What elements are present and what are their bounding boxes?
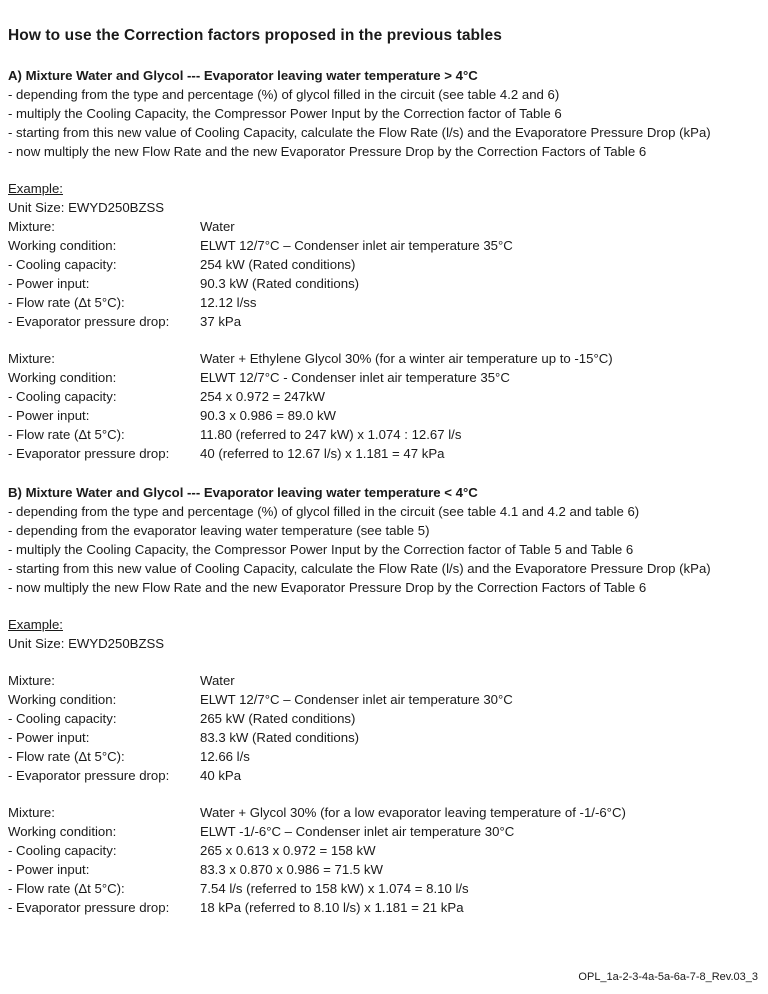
section-a-heading: A) Mixture Water and Glycol --- Evaporator leaving water temperature > 4°C bbox=[8, 68, 478, 83]
row-value: 40 kPa bbox=[200, 768, 242, 783]
row-label: - Cooling capacity: bbox=[8, 389, 117, 404]
row-value: 12.12 l/ss bbox=[200, 295, 257, 310]
row-label: Working condition: bbox=[8, 824, 117, 839]
row-label: Mixture: bbox=[8, 351, 55, 366]
table-row bbox=[8, 841, 760, 860]
row-label: - Cooling capacity: bbox=[8, 257, 117, 272]
row-label: - Flow rate (Δt 5°C): bbox=[8, 881, 125, 896]
row-value: 83.3 kW (Rated conditions) bbox=[200, 730, 360, 745]
table-row bbox=[8, 312, 760, 331]
section-b-step: - multiply the Cooling Capacity, the Compressor Power Input by the Correction factor of Table 5 and Table 6 bbox=[8, 542, 634, 557]
table-row bbox=[8, 747, 760, 766]
row-value: 7.54 l/s (referred to 158 kW) x 1.074 = 8.10 l/s bbox=[200, 881, 469, 896]
row-label: - Evaporator pressure drop: bbox=[8, 768, 170, 783]
row-label: Mixture: bbox=[8, 805, 55, 820]
row-value: 254 x 0.972 = 247kW bbox=[200, 389, 325, 404]
section-b-step: - depending from the evaporator leaving water temperature (see table 5) bbox=[8, 523, 430, 538]
table-row bbox=[8, 671, 760, 690]
table-row bbox=[8, 293, 760, 312]
table-row bbox=[8, 255, 760, 274]
section-b-step: - now multiply the new Flow Rate and the new Evaporator Pressure Drop by the Correction Factors of Table 6 bbox=[8, 580, 647, 595]
table-row bbox=[8, 387, 760, 406]
table-row bbox=[8, 690, 760, 709]
table-row bbox=[8, 274, 760, 293]
section-a bbox=[8, 66, 760, 463]
row-label: - Flow rate (Δt 5°C): bbox=[8, 427, 125, 442]
row-value: 265 kW (Rated conditions) bbox=[200, 711, 356, 726]
table-row bbox=[8, 444, 760, 463]
table-row bbox=[8, 368, 760, 387]
row-value: 11.80 (referred to 247 kW) x 1.074 : 12.67 l/s bbox=[200, 427, 462, 442]
table-row bbox=[8, 728, 760, 747]
row-value: 90.3 x 0.986 = 89.0 kW bbox=[200, 408, 336, 423]
section-a-water-table bbox=[8, 217, 760, 331]
table-row bbox=[8, 898, 760, 917]
row-value: 40 (referred to 12.67 l/s) x 1.181 = 47 kPa bbox=[200, 446, 445, 461]
section-b bbox=[8, 483, 760, 917]
section-b-water-table bbox=[8, 671, 760, 785]
section-b-unit-size: Unit Size: EWYD250BZSS bbox=[8, 636, 165, 651]
row-value: 265 x 0.613 x 0.972 = 158 kW bbox=[200, 843, 376, 858]
row-label: Mixture: bbox=[8, 219, 55, 234]
row-value: Water + Glycol 30% (for a low evaporator leaving temperature of -1/-6°C) bbox=[200, 805, 626, 820]
row-value: 12.66 l/s bbox=[200, 749, 250, 764]
table-row bbox=[8, 803, 760, 822]
row-label: - Evaporator pressure drop: bbox=[8, 900, 170, 915]
row-value: Water bbox=[200, 219, 235, 234]
table-row bbox=[8, 709, 760, 728]
row-label: - Power input: bbox=[8, 862, 90, 877]
row-label: - Flow rate (Δt 5°C): bbox=[8, 749, 125, 764]
section-b-step: - starting from this new value of Cooling Capacity, calculate the Flow Rate (l/s) and the Evaporatore Pressure Drop (kPa) bbox=[8, 561, 711, 576]
row-label: - Power input: bbox=[8, 276, 90, 291]
document-reference-code: OPL_1a-2-3-4a-5a-6a-7-8_Rev.03_3 bbox=[578, 971, 758, 983]
row-value: 83.3 x 0.870 x 0.986 = 71.5 kW bbox=[200, 862, 383, 877]
table-row bbox=[8, 766, 760, 785]
row-value: Water bbox=[200, 673, 235, 688]
table-row bbox=[8, 425, 760, 444]
section-b-example-label: Example: bbox=[8, 617, 63, 632]
table-row bbox=[8, 822, 760, 841]
section-a-step: - starting from this new value of Cooling Capacity, calculate the Flow Rate (l/s) and the Evaporatore Pressure Drop (kPa) bbox=[8, 125, 711, 140]
section-a-step: - now multiply the new Flow Rate and the new Evaporator Pressure Drop by the Correction Factors of Table 6 bbox=[8, 144, 647, 159]
table-row bbox=[8, 236, 760, 255]
section-a-step: - multiply the Cooling Capacity, the Compressor Power Input by the Correction factor of Table 6 bbox=[8, 106, 562, 121]
row-label: - Power input: bbox=[8, 408, 90, 423]
section-b-step: - depending from the type and percentage (%) of glycol filled in the circuit (see table 4.1 and 4.2 and table 6) bbox=[8, 504, 640, 519]
row-value: Water + Ethylene Glycol 30% (for a winter air temperature up to -15°C) bbox=[200, 351, 613, 366]
row-value: ELWT 12/7°C – Condenser inlet air temperature 35°C bbox=[200, 238, 513, 253]
row-label: Working condition: bbox=[8, 238, 117, 253]
row-label: - Power input: bbox=[8, 730, 90, 745]
row-label: - Evaporator pressure drop: bbox=[8, 314, 170, 329]
row-value: ELWT -1/-6°C – Condenser inlet air temperature 30°C bbox=[200, 824, 515, 839]
table-row bbox=[8, 879, 760, 898]
table-row bbox=[8, 217, 760, 236]
row-value: ELWT 12/7°C - Condenser inlet air temperature 35°C bbox=[200, 370, 510, 385]
row-label: Working condition: bbox=[8, 370, 117, 385]
row-label: - Cooling capacity: bbox=[8, 843, 117, 858]
row-value: 90.3 kW (Rated conditions) bbox=[200, 276, 360, 291]
row-label: - Evaporator pressure drop: bbox=[8, 446, 170, 461]
row-label: - Flow rate (Δt 5°C): bbox=[8, 295, 125, 310]
row-label: Mixture: bbox=[8, 673, 55, 688]
row-value: 18 kPa (referred to 8.10 l/s) x 1.181 = 21 kPa bbox=[200, 900, 464, 915]
row-label: - Cooling capacity: bbox=[8, 711, 117, 726]
section-b-glycol-table bbox=[8, 803, 760, 917]
section-a-unit-size: Unit Size: EWYD250BZSS bbox=[8, 200, 165, 215]
table-row bbox=[8, 406, 760, 425]
section-b-heading: B) Mixture Water and Glycol --- Evaporator leaving water temperature < 4°C bbox=[8, 485, 478, 500]
document-page bbox=[8, 26, 760, 917]
row-value: 254 kW (Rated conditions) bbox=[200, 257, 356, 272]
row-value: 37 kPa bbox=[200, 314, 242, 329]
section-a-glycol-table bbox=[8, 349, 760, 463]
section-a-step: - depending from the type and percentage (%) of glycol filled in the circuit (see table 4.2 and 6) bbox=[8, 87, 560, 102]
table-row bbox=[8, 349, 760, 368]
section-a-example-label: Example: bbox=[8, 181, 63, 196]
table-row bbox=[8, 860, 760, 879]
page-title: How to use the Correction factors proposed in the previous tables bbox=[8, 27, 502, 44]
row-value: ELWT 12/7°C – Condenser inlet air temperature 30°C bbox=[200, 692, 513, 707]
row-label: Working condition: bbox=[8, 692, 117, 707]
